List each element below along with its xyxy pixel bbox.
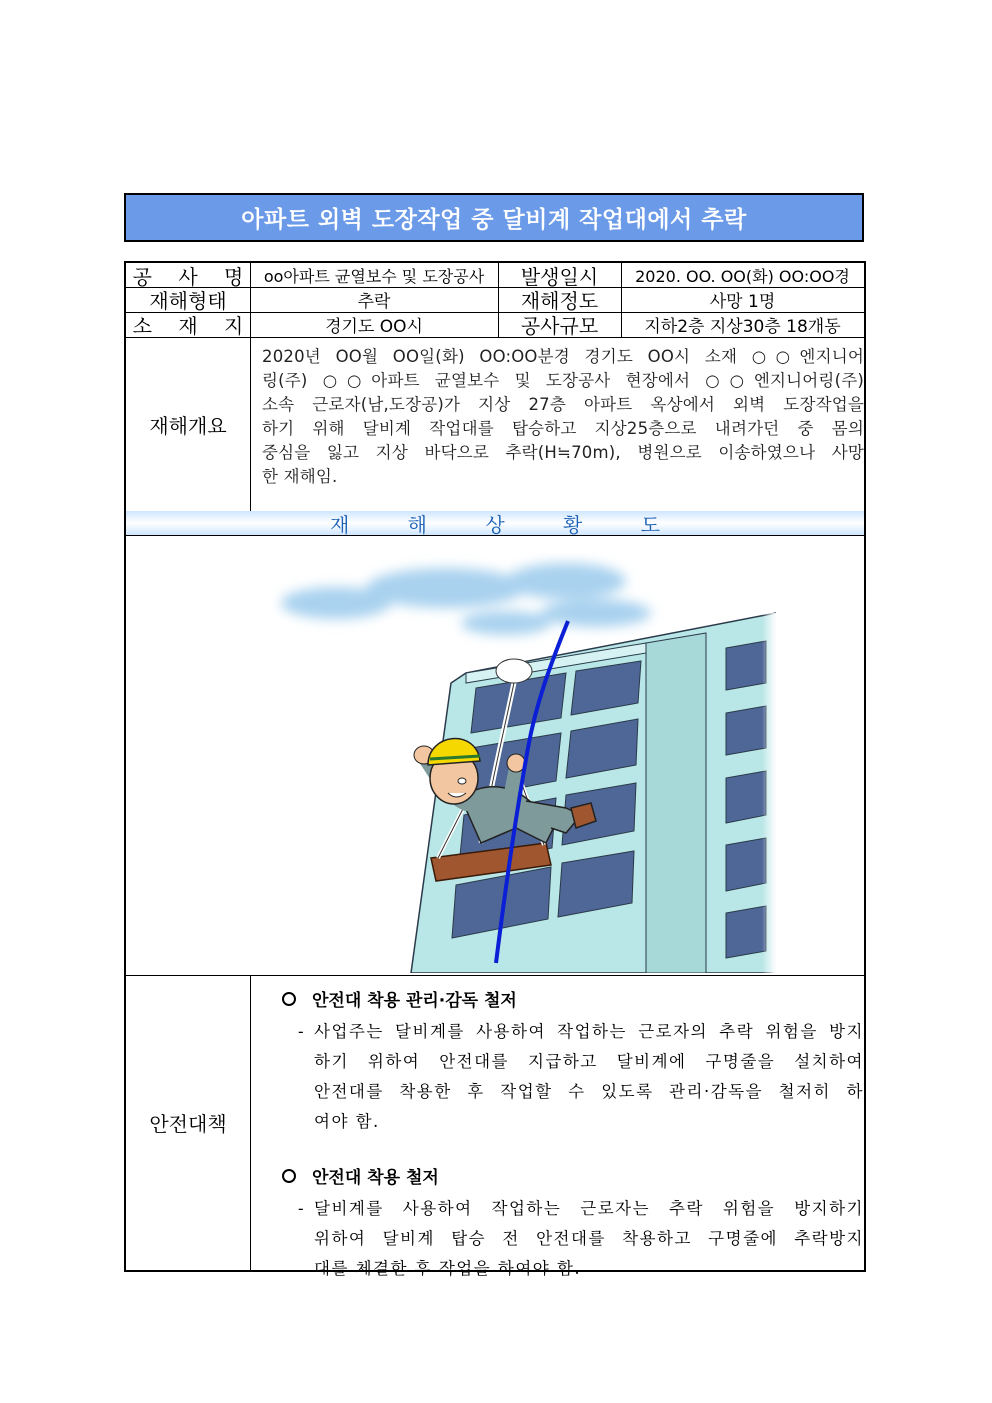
measure-line: 여야 함. [314, 1112, 380, 1131]
cloud-icon [281, 563, 651, 635]
project-name-label: 공 사 명 [132, 264, 254, 289]
measure-line: 하기 위하여 안전대를 지급하고 달비계에 구명줄을 설치하여 [314, 1052, 864, 1071]
dash-bullet: - [298, 1022, 304, 1041]
summary-label: 재해개요 [149, 413, 227, 438]
date-value: 2020. OO. OO(화) OO:OO경 [635, 266, 850, 286]
measure-body [252, 1017, 864, 1137]
measure-heading-text: 안전대 착용 철저 [312, 1168, 439, 1188]
measure-line: 사업주는 달비계를 사용하여 작업하는 근로자의 추락 위험을 방지 [314, 1022, 864, 1041]
measure-line: 대를 체결한 후 작업을 하여야 함. [314, 1259, 582, 1278]
measure-heading [252, 986, 864, 1011]
col-divider [250, 975, 251, 1270]
scale-label: 공사규모 [520, 314, 599, 338]
measure-heading [252, 1163, 864, 1188]
severity-label: 재해정도 [520, 289, 599, 313]
measures-content [252, 976, 864, 1284]
situation-header [126, 511, 864, 535]
summary-line: 2020년 OO월 OO일(화) OO:OO분경 경기도 OO시 소재 ○○엔지니어 [262, 347, 864, 366]
scale-value: 지하2층 지상30층 18개동 [644, 317, 841, 337]
summary-line: 중심을 잃고 지상 바닥으로 추락(H≒70m), 병원으로 이송하였으나 사망 [262, 443, 864, 462]
page-title: 아파트 외벽 도장작업 중 달비계 작업대에서 추락 [241, 207, 747, 233]
project-name-value: oo아파트 균열보수 및 도장공사 [263, 266, 485, 286]
measure-line: 달비계를 사용하여 작업하는 근로자는 추락 위험을 방지하기 [314, 1199, 864, 1218]
summary-line: 한 재해임. [262, 467, 338, 486]
measures-label: 안전대책 [149, 1112, 227, 1136]
type-label: 재해형태 [149, 289, 227, 313]
fall-accident-illustration [266, 553, 776, 973]
summary-line: 하기 위해 달비계 작업대를 탑승하고 지상25층으로 내려가던 중 몸의 [262, 419, 864, 438]
summary-text [262, 345, 864, 489]
measure-heading-text: 안전대 착용 관리·감독 철저 [312, 991, 517, 1011]
measure-line: 안전대를 착용한 후 작업할 수 있도록 관리·감독을 철저히 하 [314, 1082, 864, 1101]
accident-report-table [124, 261, 866, 1278]
dash-bullet: - [298, 1199, 304, 1218]
situation-label: 재 해 상 황 도 [329, 512, 687, 537]
measure-line: 위하여 달비계 탑승 전 안전대를 착용하고 구명줄에 추락방지 [314, 1229, 864, 1248]
location-value: 경기도 OO시 [325, 317, 423, 337]
summary-line: 소속 근로자(남,도장공)가 지상 27층 아파트 옥상에서 외벽 도장작업을 [262, 395, 864, 414]
summary-line: 링(주) ○○아파트 균열보수 및 도장공사 현장에서 ○○엔지니어링(주) [262, 371, 864, 390]
location-label: 소 재 지 [132, 314, 254, 338]
circle-bullet-icon [282, 992, 296, 1006]
circle-bullet-icon [282, 1169, 296, 1183]
severity-value: 사망 1명 [709, 292, 776, 312]
date-label: 발생일시 [520, 264, 599, 289]
title-banner [124, 193, 864, 242]
type-value: 추락 [357, 292, 391, 312]
measure-body [252, 1194, 864, 1284]
